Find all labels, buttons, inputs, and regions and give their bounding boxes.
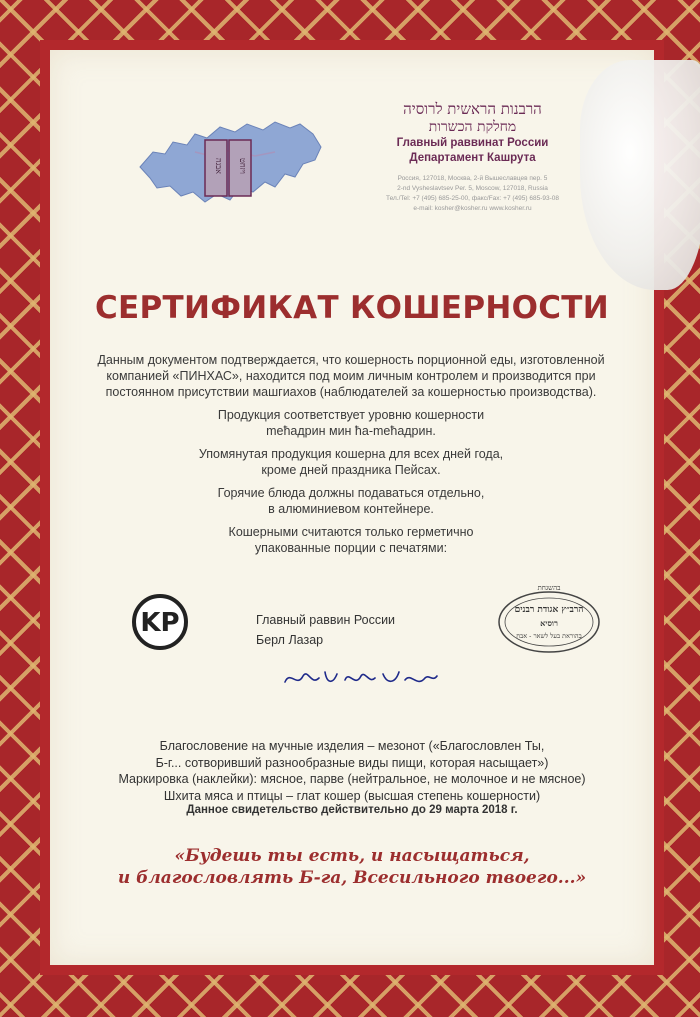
blessing-line: Маркировка (наклейки): мясное, парве (нейтральное, не молочное и не мясное) xyxy=(118,772,586,786)
address-line: Россия, 127018, Москва, 2-й Вышеславцев пер. 5 xyxy=(397,175,548,182)
tablet-left-text: אבגה xyxy=(214,158,223,174)
certificate-title: СЕРТИФИКАТ КОШЕРНОСТИ xyxy=(94,290,609,326)
signatory-name: Берл Лазар xyxy=(256,633,324,647)
stamp-bottom-text: בהוראת בעל לשאר - אבח xyxy=(516,632,582,640)
address-line: e-mail: kosher@kosher.ru www.kosher.ru xyxy=(413,205,532,212)
body-paragraph: Данным документом подтверждается, что кошерность порционной еды, изготовленной компанией «ПИНХАС», находится под моим личным контролем и производится при постоянном присутствии машгиахов (наблюдателей за кошерностью производства). xyxy=(97,353,605,399)
tablet-right-text: ויזחט xyxy=(238,158,247,174)
stamp-center-text: רוסיא xyxy=(540,618,558,628)
address-line: 2-nd Vysheslavtsev Per. 5, Moscow, 127018, Russia xyxy=(397,185,548,192)
hebrew-title-line2: מחלקת הכשרות xyxy=(428,119,517,135)
blessings-block xyxy=(85,738,619,804)
body-paragraph: Продукция соответствует уровню кошерности meћадрин мин ћа-meћадрин. xyxy=(217,408,485,438)
certificate-body xyxy=(95,352,607,563)
hebrew-title-line1: הרבנות הראשית לרוסיה xyxy=(403,100,542,118)
address-block xyxy=(355,174,590,214)
kp-kosher-logo xyxy=(131,593,189,651)
kp-logo-text: KP xyxy=(140,608,180,638)
quote-line: и благословлять Б-га, Всесильного твоего...» xyxy=(117,868,587,888)
blessing-line: Шхита мяса и птицы – глат кошер (высшая степень кошерности) xyxy=(163,788,541,803)
stamp-middle-text: הרב״ץ אגודת רבנים xyxy=(514,605,584,615)
blessing-line: Б-г... сотворивший разнообразные виды пищи, которая насыщает») xyxy=(155,755,549,770)
signatory-position: Главный раввин России xyxy=(256,613,396,627)
closing-quote xyxy=(90,845,614,889)
blessing-line: Благословение на мучные изделия – мезонот («Благословлен Ты, xyxy=(159,739,545,753)
russian-title-line1: Главный раввинат России xyxy=(396,137,549,149)
rabbinical-stamp xyxy=(494,582,604,656)
signatory-block xyxy=(256,610,446,650)
stamp-top-text: בהשגחת xyxy=(537,584,561,592)
russia-map-tablets-logo xyxy=(135,112,325,212)
validity-statement: Данное свидетельство действительно до 29 марта 2018 г. xyxy=(186,804,518,816)
body-paragraph: Кошерными считаются только герметично упакованные порции с печатями: xyxy=(228,525,474,555)
address-line: Тел./Tel: +7 (495) 685-25-00, факс/Fax: +7 (495) 685-93-08 xyxy=(386,195,559,202)
body-paragraph: Упомянутая продукция кошерна для всех дней года, кроме дней праздника Пейсах. xyxy=(198,447,504,477)
russian-title-line2: Департамент Кашрута xyxy=(409,152,536,164)
handwritten-signature xyxy=(275,662,445,694)
issuer-header xyxy=(355,100,590,214)
body-paragraph: Горячие блюда должны подаваться отдельно, в алюминиевом контейнере. xyxy=(217,486,485,516)
quote-line: «Будешь ты есть, и насыщаться, xyxy=(174,846,530,866)
